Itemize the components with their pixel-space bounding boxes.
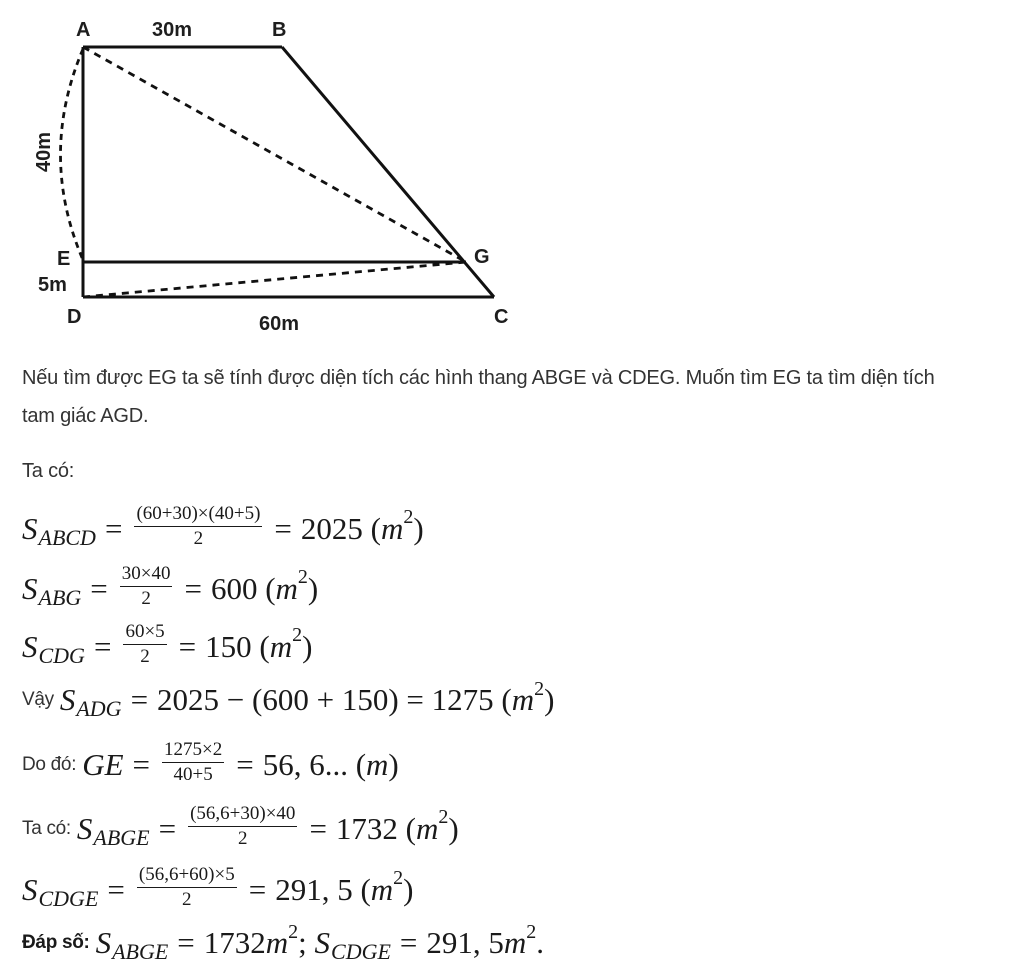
equation-s-cdge: S CDGE = $\frac{(56,6+60)\times 5}{2}$ = 291, 5 ( m 2 ) bbox=[22, 864, 414, 911]
eq5-fraction bbox=[162, 739, 224, 786]
eq4-unit-exp: 2 bbox=[534, 677, 545, 700]
eq2-sub: ABG bbox=[38, 584, 82, 610]
answer-exp2: 2 bbox=[526, 920, 537, 943]
answer-sub2: CDGE bbox=[331, 939, 391, 964]
eq3-lhs: S bbox=[22, 628, 38, 664]
answer-unit2: m bbox=[503, 925, 527, 960]
eq3-result: 150 bbox=[205, 628, 252, 664]
eq6-sub: ABGE bbox=[93, 824, 150, 850]
trapezoid-figure bbox=[0, 0, 540, 345]
eq7-denominator: 2 bbox=[182, 889, 192, 910]
label-ab-length: 30m bbox=[152, 19, 193, 41]
eq4-expr: 2025 − (600 + 150) = 1275 bbox=[157, 682, 494, 717]
eq7-sub: CDGE bbox=[38, 885, 99, 911]
eq6-lhs: S bbox=[76, 810, 93, 846]
eq4-unit: m bbox=[511, 682, 535, 717]
eq5-denominator: 40+5 bbox=[173, 764, 213, 785]
eq3-unit-exp: 2 bbox=[292, 624, 303, 646]
answer-s2: S bbox=[314, 925, 331, 960]
eq5-numerator: 1275×2 bbox=[162, 739, 224, 763]
eq6-lead: Ta có: bbox=[22, 817, 71, 839]
answer-end: . bbox=[536, 925, 545, 960]
eq3-unit: m bbox=[269, 628, 293, 664]
eq7-lhs: S bbox=[22, 871, 38, 907]
equation-ge: Do đó: GE = $\frac{1275\times 2}{40+5}$ = 56, 6... ( m ) bbox=[22, 739, 399, 785]
eq6-result: 1732 bbox=[335, 810, 398, 846]
dashed-dg bbox=[83, 262, 466, 297]
eq1-unit-exp: 2 bbox=[403, 506, 414, 528]
eq2-result: 600 bbox=[210, 570, 258, 606]
eq2-numerator: 30×40 bbox=[120, 563, 173, 587]
eq1-numerator: (60+30)×(40+5) bbox=[134, 503, 262, 527]
eq4-sub: ADG bbox=[76, 696, 122, 721]
eq5-unit: m bbox=[366, 746, 389, 782]
answer-sep: ; bbox=[298, 925, 307, 960]
eq1-denominator: 2 bbox=[193, 528, 204, 549]
eq1-sub: ABCD bbox=[38, 524, 96, 550]
eq6-unit: m bbox=[416, 810, 439, 846]
dashed-arc-ae bbox=[61, 49, 84, 260]
eq1-fraction bbox=[134, 503, 262, 550]
eq7-unit: m bbox=[370, 871, 394, 907]
ta-co-label: Ta có: bbox=[22, 460, 75, 482]
eq6-unit-exp: 2 bbox=[438, 806, 449, 828]
eq2-unit: m bbox=[275, 570, 298, 606]
label-ae-length: 40m bbox=[33, 131, 55, 172]
label-g: G bbox=[474, 246, 490, 268]
eq3-sub: CDG bbox=[38, 642, 85, 668]
answer-val1: 1732 bbox=[203, 925, 266, 960]
equation-s-adg: Vậy S ADG = 2025 − (600 + 150) = 1275 ( m 2 ) bbox=[22, 677, 555, 721]
eq7-fraction bbox=[137, 864, 237, 911]
final-answer: Đáp số: S ABGE = 1732 m 2 ; S CDGE = 291, 5 m 2 . bbox=[22, 920, 545, 964]
label-ed-length: 5m bbox=[38, 274, 67, 296]
intro-line-1: Nếu tìm được EG ta sẽ tính được diện tích các hình thang ABGE và CDEG. Muốn tìm EG ta tìm diện tích bbox=[22, 367, 935, 389]
answer-exp1: 2 bbox=[288, 920, 299, 943]
eq7-numerator: (56,6+60)×5 bbox=[137, 864, 237, 888]
answer-sub1: ABGE bbox=[112, 939, 169, 964]
label-d: D bbox=[67, 306, 82, 328]
eq7-result: 291, 5 bbox=[275, 871, 353, 907]
eq4-lead: Vậy bbox=[22, 689, 54, 710]
eq3-numerator: 60×5 bbox=[123, 621, 166, 645]
intro-paragraph bbox=[22, 359, 935, 435]
eq3-denominator: 2 bbox=[140, 646, 150, 667]
eq2-lhs: S bbox=[22, 570, 38, 606]
eq4-lhs: S bbox=[59, 682, 76, 717]
equation-s-abge: Ta có: S ABGE = $\frac{(56,6+30)\times 40}{2}$ = 1732 ( m 2 ) bbox=[22, 803, 459, 850]
intro-line-2: tam giác AGD. bbox=[22, 405, 149, 427]
eq5-lhs: GE bbox=[82, 746, 124, 782]
dashed-ag bbox=[83, 47, 466, 262]
label-e: E bbox=[57, 248, 71, 270]
eq6-numerator: (56,6+30)×40 bbox=[188, 803, 297, 827]
eq2-denominator: 2 bbox=[141, 588, 151, 609]
eq6-fraction bbox=[188, 803, 297, 850]
label-c: C bbox=[494, 306, 509, 328]
answer-unit1: m bbox=[265, 925, 289, 960]
eq5-result: 56, 6... bbox=[262, 746, 348, 782]
answer-val2: 291, 5 bbox=[426, 925, 504, 960]
eq3-fraction bbox=[123, 621, 166, 668]
equation-s-abcd: S ABCD = $\frac{(60+30)\times(40+5)}{2}$ = 2025 ( m 2 ) bbox=[22, 503, 424, 550]
answer-s1: S bbox=[95, 925, 112, 960]
eq5-lead: Do đó: bbox=[22, 753, 77, 775]
eq1-lhs: S bbox=[22, 510, 38, 546]
label-a: A bbox=[76, 19, 91, 41]
eq1-unit: m bbox=[380, 510, 404, 546]
eq6-denominator: 2 bbox=[238, 828, 248, 849]
eq1-result: 2025 bbox=[300, 510, 363, 546]
answer-lead: Đáp số: bbox=[22, 932, 90, 953]
eq2-fraction bbox=[120, 563, 173, 610]
eq7-unit-exp: 2 bbox=[393, 867, 404, 889]
label-dc-length: 60m bbox=[259, 313, 300, 335]
eq2-unit-exp: 2 bbox=[297, 566, 308, 588]
equation-s-abg: S ABG = $\frac{30\times 40}{2}$ = 600 ( m 2 ) bbox=[22, 563, 319, 610]
equation-s-cdg: S CDG = $\frac{60\times 5}{2}$ = 150 ( m 2 ) bbox=[22, 621, 313, 668]
label-b: B bbox=[272, 19, 287, 41]
